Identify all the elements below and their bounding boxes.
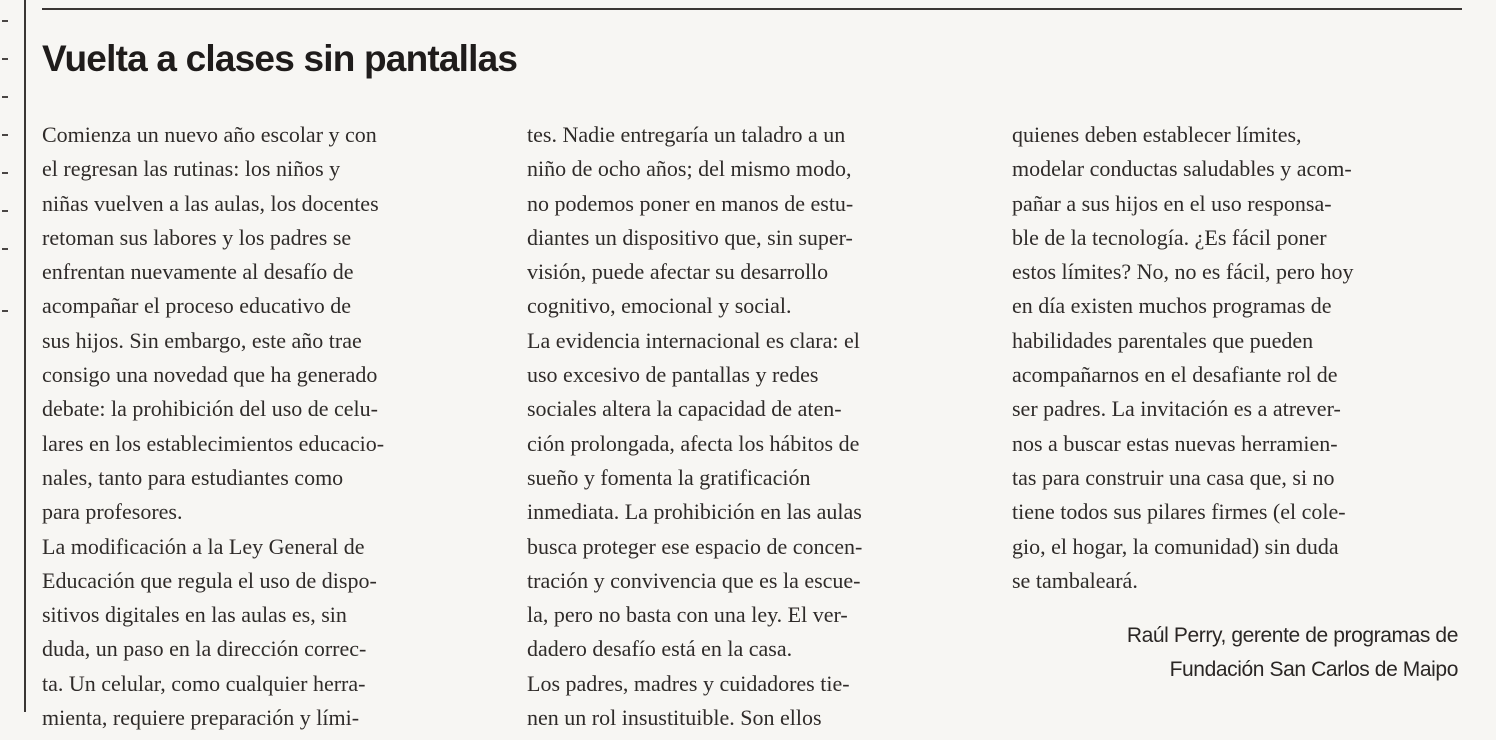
article-headline: Vuelta a clases sin pantallas <box>42 38 518 79</box>
text-line: ser padres. La invitación es a atrever- <box>1012 396 1341 422</box>
margin-tick <box>2 96 8 98</box>
text-line: el regresan las rutinas: los niños y <box>42 156 341 182</box>
text-line: La modificación a la Ley General de <box>42 533 365 559</box>
text-line: ble de la tecnología. ¿Es fácil poner <box>1012 224 1327 250</box>
text-line: gio, el hogar, la comunidad) sin duda <box>1012 533 1339 559</box>
text-line: se tambaleará. <box>1012 567 1138 593</box>
author-byline <box>1127 619 1458 687</box>
text-line: diantes un dispositivo que, sin super- <box>527 224 853 250</box>
margin-tick <box>2 210 8 212</box>
text-line: acompañarnos en el desafiante rol de <box>1012 362 1338 388</box>
text-line: nen un rol insustituible. Son ellos <box>527 705 822 731</box>
text-line: duda, un paso en la dirección correc- <box>42 636 367 662</box>
text-line: ta. Un celular, como cualquier herra- <box>42 670 366 696</box>
text-line: debate: la prohibición del uso de celu- <box>42 396 378 422</box>
left-column-rule <box>24 0 26 712</box>
text-line: ción prolongada, afecta los hábitos de <box>527 430 860 456</box>
text-line: inmediata. La prohibición en las aulas <box>527 499 862 525</box>
text-line: Educación que regula el uso de dispo- <box>42 567 377 593</box>
margin-tick <box>2 58 8 60</box>
article-column-2 <box>527 118 862 735</box>
text-line: cognitivo, emocional y social. <box>527 293 792 319</box>
text-line: uso excesivo de pantallas y redes <box>527 362 819 388</box>
text-line: La evidencia internacional es clara: el <box>527 327 860 353</box>
text-line: nos a buscar estas nuevas herramien- <box>1012 430 1338 456</box>
margin-tick <box>2 172 8 174</box>
text-line: consigo una novedad que ha generado <box>42 362 378 388</box>
text-line: para profesores. <box>42 499 183 525</box>
text-line: en día existen muchos programas de <box>1012 293 1332 319</box>
text-line: dadero desafío está en la casa. <box>527 636 793 662</box>
text-line: la, pero no basta con una ley. El ver- <box>527 602 848 628</box>
text-line: tes. Nadie entregaría un taladro a un <box>527 122 846 147</box>
text-line: enfrentan nuevamente al desafío de <box>42 259 354 285</box>
margin-tick <box>2 134 8 136</box>
text-line: busca proteger ese espacio de concen- <box>527 533 863 559</box>
text-line: modelar conductas saludables y acom- <box>1012 156 1352 182</box>
text-line: sus hijos. Sin embargo, este año trae <box>42 327 362 353</box>
text-line: mienta, requiere preparación y lími- <box>42 705 360 731</box>
text-line: visión, puede afectar su desarrollo <box>527 259 829 285</box>
text-line: tiene todos sus pilares firmes (el cole- <box>1012 499 1346 525</box>
text-line: lares en los establecimientos educacio- <box>42 430 385 456</box>
text-line: habilidades parentales que pueden <box>1012 327 1314 353</box>
text-line: niño de ocho años; del mismo modo, <box>527 156 852 182</box>
top-rule <box>42 8 1462 10</box>
margin-tick <box>2 20 8 22</box>
byline-organization: Fundación San Carlos de Maipo <box>1169 658 1458 681</box>
text-line: sueño y fomenta la gratificación <box>527 464 811 490</box>
margin-tick <box>2 310 8 312</box>
text-line: nales, tanto para estudiantes como <box>42 464 344 490</box>
article-column-3 <box>1012 118 1354 598</box>
text-line: quienes deben establecer límites, <box>1012 122 1302 147</box>
article-column-1 <box>42 118 384 735</box>
margin-tick <box>2 248 8 250</box>
text-line: sitivos digitales en las aulas es, sin <box>42 602 347 628</box>
text-line: retoman sus labores y los padres se <box>42 224 352 250</box>
text-line: pañar a sus hijos en el uso responsa- <box>1012 190 1332 216</box>
text-line: tración y convivencia que es la escue- <box>527 567 861 593</box>
text-line: sociales altera la capacidad de aten- <box>527 396 842 422</box>
text-line: acompañar el proceso educativo de <box>42 293 352 319</box>
text-line: Comienza un nuevo año escolar y con <box>42 122 377 147</box>
text-line: Los padres, madres y cuidadores tie- <box>527 670 850 696</box>
text-line: niñas vuelven a las aulas, los docentes <box>42 190 379 216</box>
text-line: tas para construir una casa que, si no <box>1012 464 1335 490</box>
byline-author: Raúl Perry, gerente de programas de <box>1126 624 1458 647</box>
text-line: estos límites? No, no es fácil, pero hoy <box>1012 259 1354 285</box>
text-line: no podemos poner en manos de estu- <box>527 190 854 216</box>
